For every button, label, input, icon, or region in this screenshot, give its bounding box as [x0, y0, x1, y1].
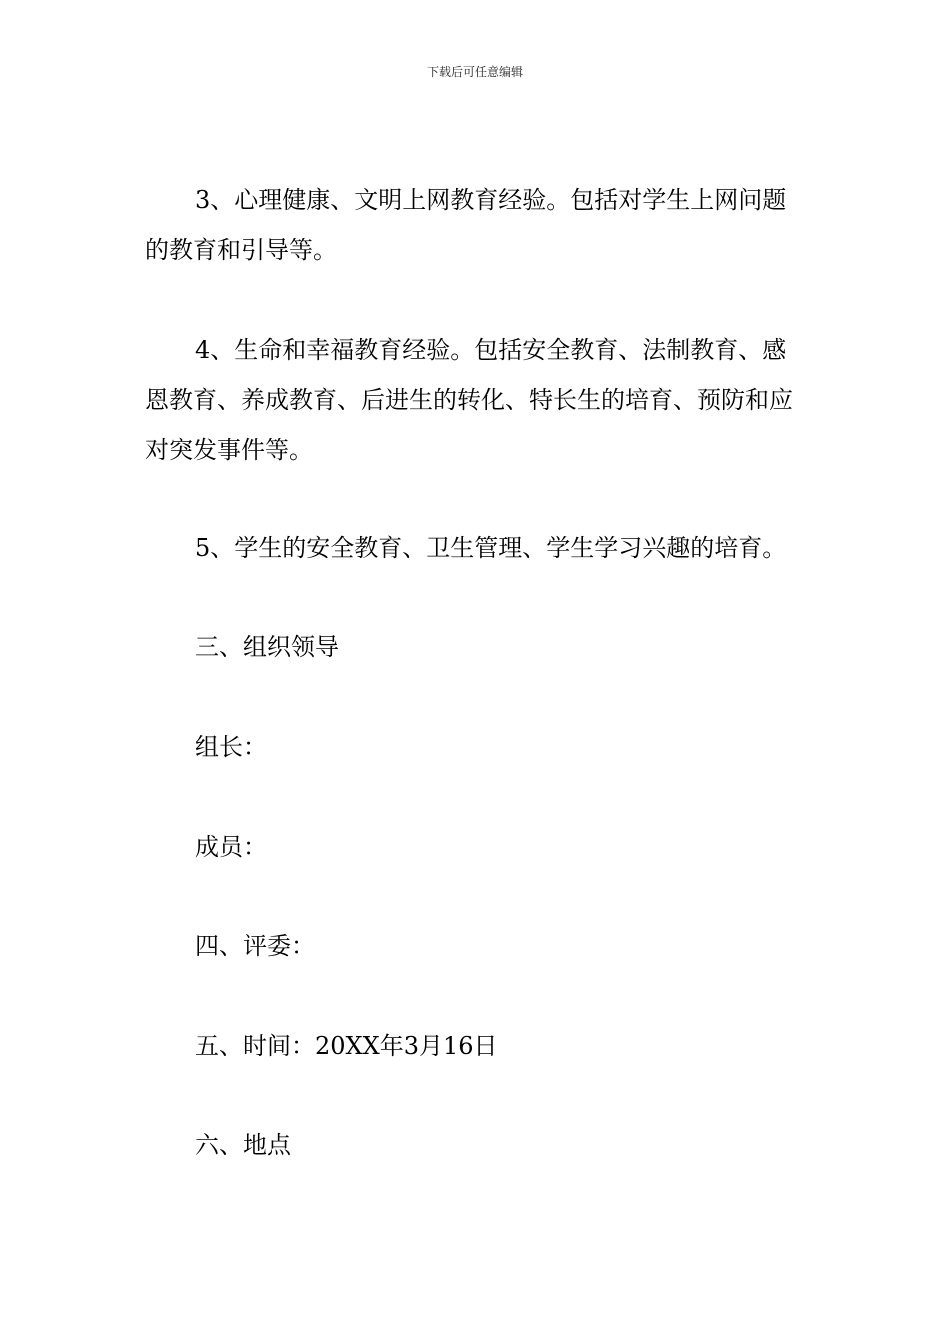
- paragraph-5: 5、学生的安全教育、卫生管理、学生学习兴趣的培育。: [195, 534, 787, 562]
- section-judges-heading: 四、评委：: [195, 932, 315, 960]
- members-label: 成员：: [195, 833, 267, 861]
- leader-label: 组长：: [195, 733, 267, 761]
- page-header: 下载后可任意编辑: [426, 65, 523, 79]
- paragraph-3: 3、心理健康、文明上网教育经验。包括对学生上网问题的教育和引导等。: [145, 186, 787, 264]
- paragraph-4: 4、生命和幸福教育经验。包括安全教育、法制教育、感恩教育、养成教育、后进生的转化、特长生的培育、预防和应对突发事件等。: [145, 336, 793, 464]
- section-organization-heading: 三、组织领导: [195, 633, 339, 661]
- section-location-heading: 六、地点: [195, 1131, 291, 1159]
- section-time-heading: 五、时间：20XX年3月16日: [195, 1032, 498, 1060]
